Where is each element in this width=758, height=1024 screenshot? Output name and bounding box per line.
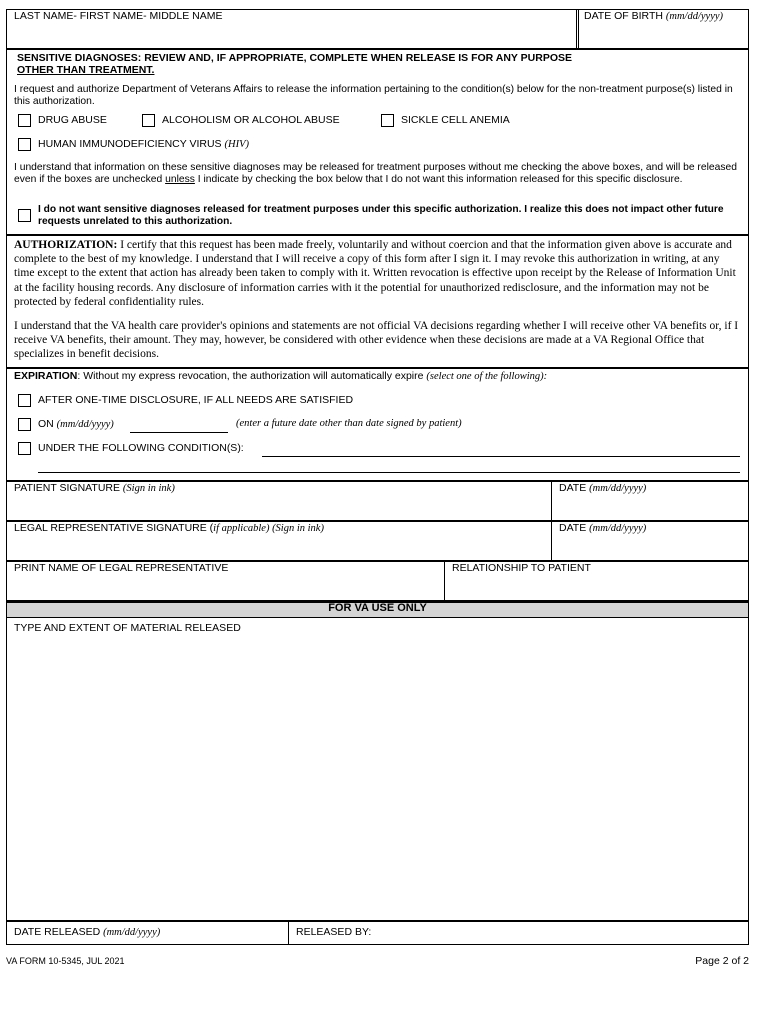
drug-abuse-checkbox[interactable] xyxy=(18,114,31,127)
hiv-label-text: HUMAN IMMUNODEFICIENCY VIRUS xyxy=(38,138,222,150)
understand-unless: unless xyxy=(165,174,195,186)
on-date-field[interactable] xyxy=(130,416,228,432)
on-label: ON xyxy=(38,418,54,430)
form-id: VA FORM 10-5345, JUL 2021 xyxy=(6,956,125,966)
condition-checkbox[interactable] xyxy=(18,442,31,455)
name-label: LAST NAME- FIRST NAME- MIDDLE NAME xyxy=(14,10,223,22)
legal-sig-note-2: (Sign in ink) xyxy=(269,523,324,534)
dob-label xyxy=(584,10,723,22)
patient-sig-divider xyxy=(551,481,552,521)
authorization-para-2: I understand that the VA health care provider's opinions and statements are not official VA decisions regarding whether I will receive other VA benefits or, if I receive VA benefits, their amount. They may, however, be considered with other evidence when these decisions are made at a VA Regional Office that specializes in benefit decisions. xyxy=(14,320,739,361)
material-field[interactable] xyxy=(7,638,748,920)
name-field[interactable] xyxy=(7,24,574,48)
date-released-text: DATE RELEASED xyxy=(14,926,104,938)
authorization-para-1 xyxy=(14,238,742,309)
print-name-field[interactable] xyxy=(7,576,443,600)
patient-sig-note: (Sign in ink) xyxy=(122,483,175,494)
dob-field[interactable] xyxy=(580,24,748,48)
sickle-cell-checkbox[interactable] xyxy=(381,114,394,127)
date-released-format: (mm/dd/yyyy) xyxy=(103,927,161,938)
understand-pre: I understand that information on these sensitive diagnoses may be released for treatment purposes without me checking the above boxes, and will be released even if the boxes are unchecked xyxy=(14,162,737,186)
condition-field[interactable] xyxy=(262,440,740,474)
legal-signature-field[interactable] xyxy=(7,536,550,560)
one-time-checkbox[interactable] xyxy=(18,394,31,407)
released-by-label: RELEASED BY: xyxy=(296,926,372,938)
sensitive-title-2: OTHER THAN TREATMENT. xyxy=(17,64,155,76)
patient-signature-field[interactable] xyxy=(7,496,550,520)
release-divider xyxy=(288,921,289,945)
name-dob-divider xyxy=(576,9,577,49)
patient-sig-label xyxy=(14,482,175,494)
authorization-label: AUTHORIZATION: xyxy=(14,239,118,251)
print-name-label: PRINT NAME OF LEGAL REPRESENTATIVE xyxy=(14,562,229,574)
dob-label-text: DATE OF BIRTH xyxy=(584,10,663,22)
legal-sig-label xyxy=(14,522,324,534)
dob-format: (mm/dd/yyyy) xyxy=(665,11,724,22)
condition-label: UNDER THE FOLLOWING CONDITION(S): xyxy=(38,442,244,454)
page-number: Page 2 of 2 xyxy=(695,955,749,967)
patient-sig-text: PATIENT SIGNATURE xyxy=(14,482,123,494)
sickle-cell-label: SICKLE CELL ANEMIA xyxy=(401,114,510,126)
patient-date-format: (mm/dd/yyyy) xyxy=(589,483,647,494)
relationship-field[interactable] xyxy=(446,576,748,600)
legal-date-label xyxy=(559,522,646,534)
print-name-divider xyxy=(444,561,445,601)
on-date-format: (mm/dd/yyyy) xyxy=(56,419,114,430)
alcohol-label: ALCOHOLISM OR ALCOHOL ABUSE xyxy=(162,114,340,126)
expiration-label: EXPIRATION xyxy=(14,370,78,382)
on-date-note: (enter a future date other than date signed by patient) xyxy=(236,418,462,429)
opt-out-text: I do not want sensitive diagnoses released for treatment purposes under this specific authorization. I realize this does not impact other future requests unrelated to this authorization. xyxy=(38,204,724,228)
authorization-text: I certify that this request has been made freely, voluntarily and without coercion and that the information given above is accurate and complete to the best of my knowledge. I understand that I will receive a copy of this form after I sign it. I may revoke this authorization in writing, at any time except to the extent that action has already been taken to comply with it. Written revocation is effective upon receipt by the Release of Information Unit at the facility housing records. Any disclosure of information carries with it the potential for unauthorized redisclosure, and the information may not be protected by federal confidentiality rules. xyxy=(14,239,736,308)
va-use-title: FOR VA USE ONLY xyxy=(328,602,427,614)
legal-sig-text: LEGAL REPRESENTATIVE SIGNATURE ( xyxy=(14,522,214,534)
on-date-checkbox[interactable] xyxy=(18,418,31,431)
material-label: TYPE AND EXTENT OF MATERIAL RELEASED xyxy=(14,622,241,634)
hiv-label xyxy=(38,138,249,150)
name-dob-divider-2 xyxy=(578,9,579,49)
alcohol-checkbox[interactable] xyxy=(142,114,155,127)
patient-date-text: DATE xyxy=(559,482,590,494)
expiration-text: : Without my express revocation, the authorization will automatically expire xyxy=(77,370,427,382)
relationship-label: RELATIONSHIP TO PATIENT xyxy=(452,562,591,574)
released-by-field[interactable] xyxy=(372,922,748,944)
drug-abuse-label: DRUG ABUSE xyxy=(38,114,107,126)
one-time-label: AFTER ONE-TIME DISCLOSURE, IF ALL NEEDS ARE SATISFIED xyxy=(38,394,354,406)
sensitive-title-1: SENSITIVE DIAGNOSES: REVIEW AND, IF APPROPRIATE, COMPLETE WHEN RELEASE IS FOR ANY PURPOSE xyxy=(17,52,573,64)
date-released-label xyxy=(14,926,160,938)
understand-text xyxy=(14,162,746,187)
legal-sig-note-1: if applicable) xyxy=(213,523,270,534)
patient-date-label xyxy=(559,482,646,494)
legal-date-field[interactable] xyxy=(553,536,748,560)
legal-sig-divider xyxy=(551,521,552,561)
legal-date-format: (mm/dd/yyyy) xyxy=(589,523,647,534)
expiration-line xyxy=(14,370,547,382)
opt-out-checkbox[interactable] xyxy=(18,209,31,222)
expiration-note: (select one of the following): xyxy=(426,371,548,382)
hiv-checkbox[interactable] xyxy=(18,138,31,151)
on-date-line xyxy=(130,432,228,433)
understand-post: I indicate by checking the box below that I do not want this information released for this specific disclosure. xyxy=(194,174,683,186)
on-date-label xyxy=(38,418,114,430)
request-text: I request and authorize Department of Veterans Affairs to release the information pertaining to the condition(s) below for the non-treatment purpose(s) listed in this authorization. xyxy=(14,84,733,108)
legal-date-text: DATE xyxy=(559,522,590,534)
hiv-abbrev: (HIV) xyxy=(224,139,249,150)
patient-date-field[interactable] xyxy=(553,496,748,520)
